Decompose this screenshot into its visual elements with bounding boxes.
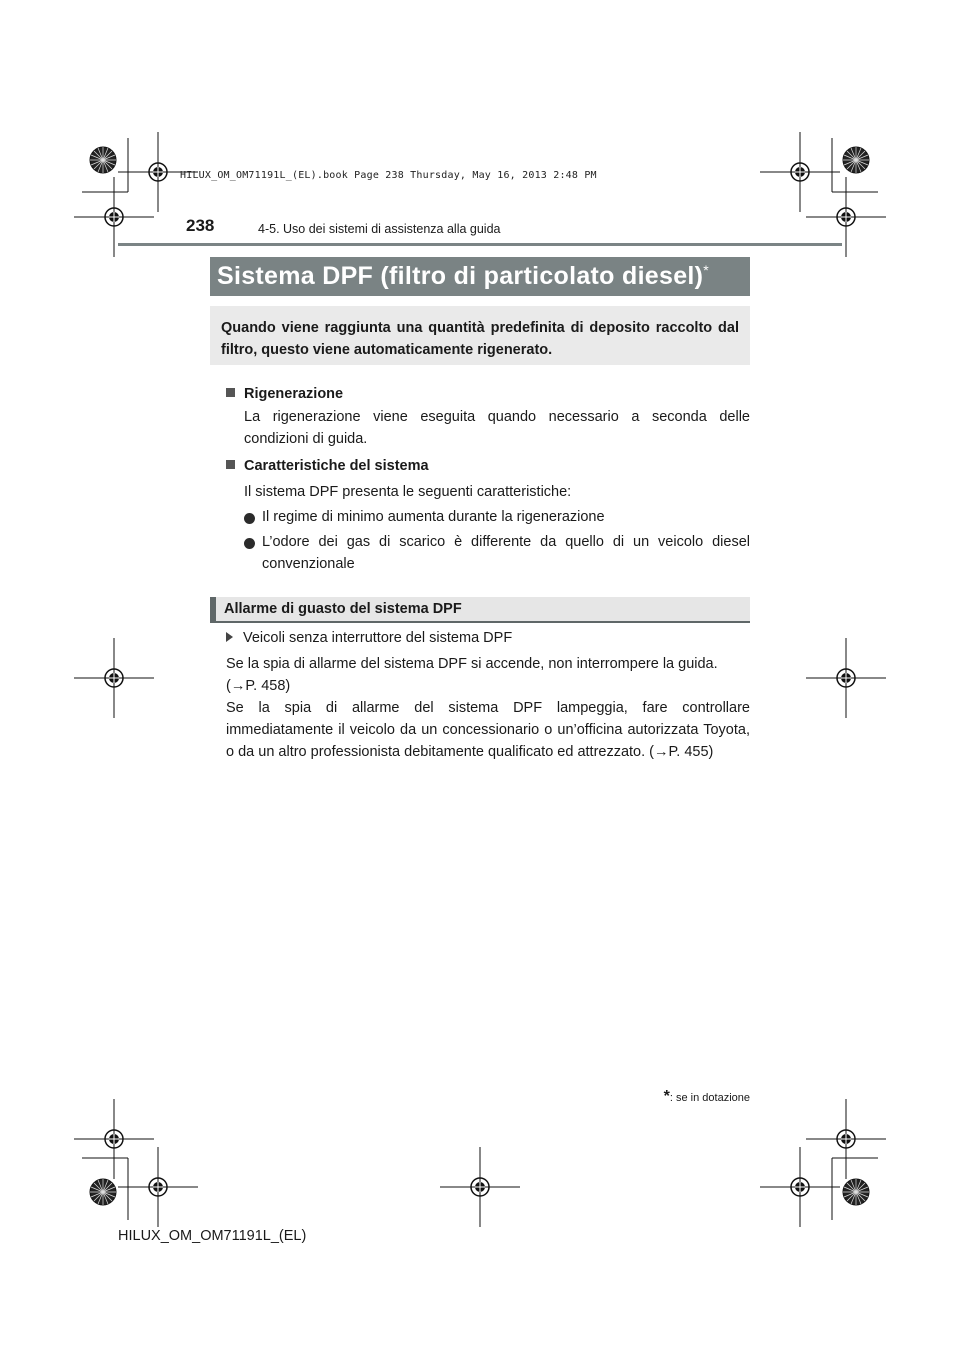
intro-text: Quando viene raggiunta una quantità predefinita di deposito raccolto dal filtro, questo viene automaticamente rigenerato.	[221, 320, 739, 358]
footer-code: HILUX_OM_OM71191L_(EL)	[118, 1228, 307, 1244]
asterisk-icon: *	[703, 262, 710, 278]
print-info: HILUX_OM_OM71191L_(EL).book Page 238 Thursday, May 16, 2013 2:48 PM	[180, 170, 597, 181]
bullet-dot-icon	[244, 536, 255, 554]
features-bullet-2: L’odore dei gas di scarico è differente da quello di un veicolo diesel convenzionale	[262, 534, 750, 572]
features-body: Il sistema DPF presenta le seguenti caratteristiche:	[244, 484, 572, 500]
section-title	[210, 257, 750, 296]
warning-paragraph-1: Se la spia di allarme del sistema DPF si accende, non interrompere la guida. (→P. 458)	[226, 656, 718, 694]
page-number: 238	[186, 216, 215, 235]
header-rule	[118, 243, 842, 246]
asterisk-icon: *	[663, 1088, 670, 1105]
square-bullet-icon	[226, 460, 235, 469]
regeneration-heading: Rigenerazione	[226, 383, 343, 405]
footnote: *: se in dotazione	[663, 1088, 750, 1105]
chapter-title: 4-5. Uso dei sistemi di assistenza alla guida	[258, 222, 501, 236]
features-bullet-1: Il regime di minimo aumenta durante la rigenerazione	[262, 509, 605, 525]
section-title-text: Sistema DPF (filtro di particolato diesel)	[217, 262, 704, 290]
bullet-dot-icon	[244, 511, 255, 529]
warning-heading-accent	[210, 597, 216, 623]
regeneration-body: La rigenerazione viene eseguita quando necessario a seconda delle condizioni di guida.	[244, 409, 750, 447]
square-bullet-icon	[226, 388, 235, 397]
warning-paragraph-2: Se la spia di allarme del sistema DPF lampeggia, fare controllare immediatamente il veicolo da un concessionario o un’officina autorizzata Toyota, o da un altro professionista debitamente qualificato ed attrezzato. (→P. 455)	[226, 700, 750, 760]
warning-heading: Allarme di guasto del sistema DPF	[224, 601, 462, 617]
warning-subitem: Veicoli senza interruttore del sistema DPF	[226, 627, 512, 649]
triangle-bullet-icon	[226, 632, 233, 642]
features-heading: Caratteristiche del sistema	[226, 455, 429, 477]
intro-box	[210, 306, 750, 365]
